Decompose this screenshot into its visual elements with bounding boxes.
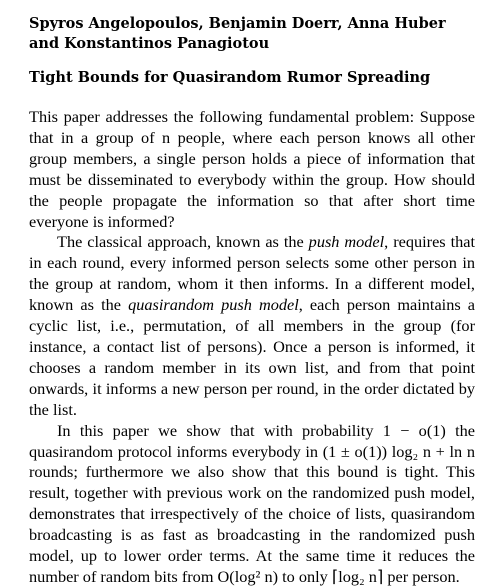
abstract-paragraph-1: This paper addresses the following fundamental problem: Suppose that in a group of n people, where each person knows all other group members, a single person holds a piece of information that must be disseminated to everybody within the group. How should the people propagate the information so that after short time everyone is informed?	[29, 107, 475, 231]
push-model-term: push model	[308, 232, 385, 252]
paragraph-2-text-2: , requires that in each round, every informed person selects some other person in the group at random, whom it then informs. In a different model, known as the	[29, 232, 475, 315]
paragraph-2-text-3: , each person maintains a cyclic list, i.e., permutation, of all members in the group (for instance, a contact list of persons). Once a person is informed, it chooses a random member in its own list, and from that point onwards, it informs a new person per round, in the order dictated by the list.	[29, 295, 475, 419]
abstract-paragraph-2	[29, 232, 475, 420]
abstract-paragraph-3: In this paper we show that with probability 1 − o(1) the quasirandom protocol informs everybody in (1 ± o(1)) log₂ n + ln n rounds; furthermore we also show that this bound is tight. This result, together with previous work on the randomized push model, demonstrates that irrespectively of the choice of lists, quasirandom broadcasting is as fast as broadcasting in the randomized push model, up to lower order terms. At the same time it reduces the number of random bits from O(log² n) to only ⌈log₂ n⌉ per person.	[29, 420, 475, 586]
paragraph-2-text-1: The classical approach, known as the	[57, 232, 309, 252]
quasirandom-push-model-term: quasirandom push model	[128, 295, 299, 315]
paper-title: Tight Bounds for Quasirandom Rumor Spreading	[29, 69, 431, 86]
paper-abstract	[29, 107, 475, 588]
paper-authors: Spyros Angelopoulos, Benjamin Doerr, Anna Huber and Konstantinos Panagiotou	[29, 15, 446, 52]
